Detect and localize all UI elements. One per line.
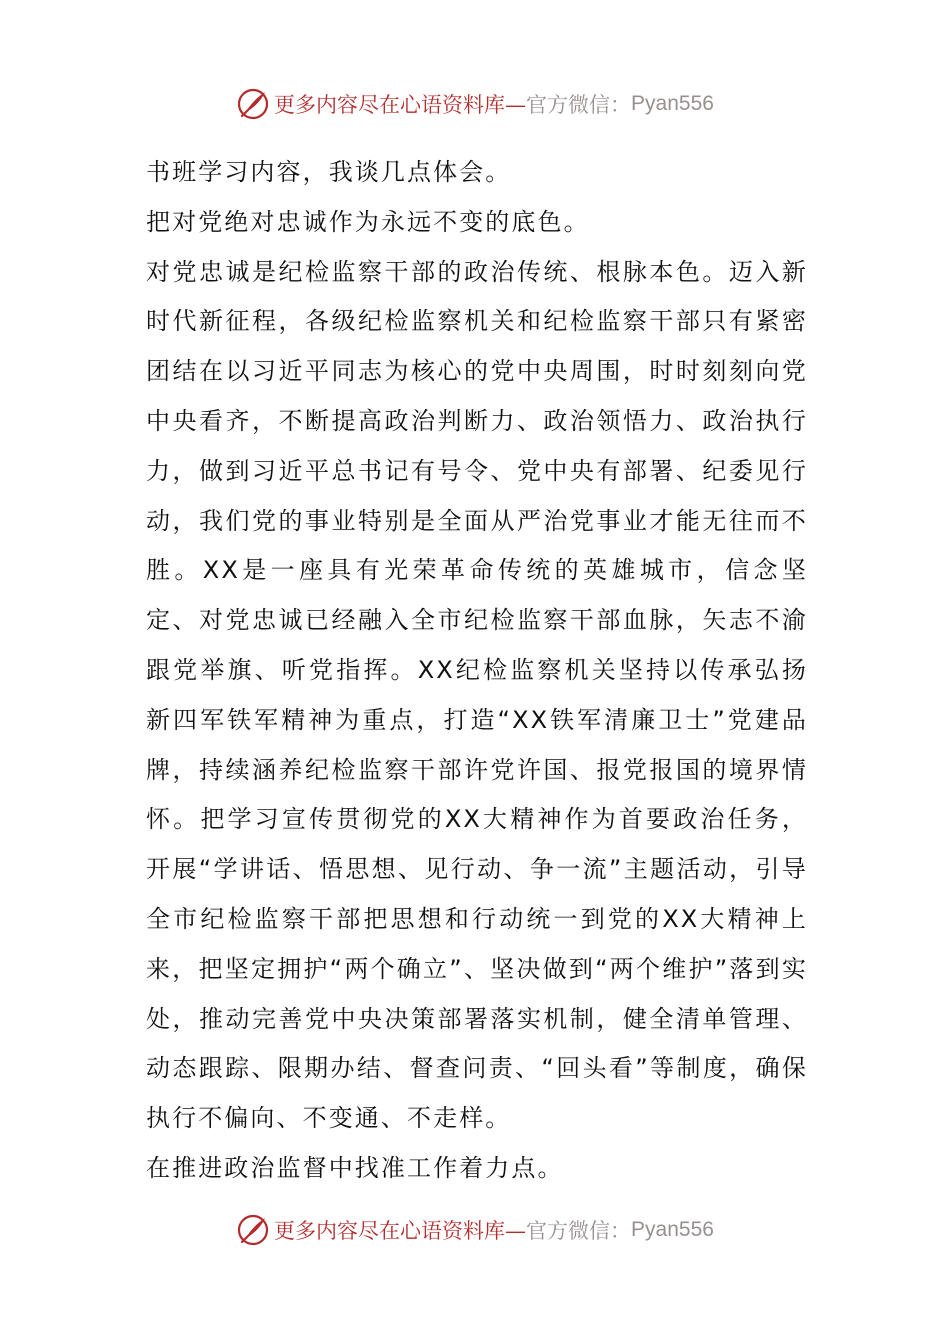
banner-site-text: 更多内容尽在心语资料库— <box>274 93 527 117</box>
banner-wechat-id: Pyan556 <box>631 1218 714 1241</box>
paragraph-heading-supervision: 在推进政治监督中找准工作着力点。 <box>146 1153 564 1182</box>
document-body <box>146 148 808 1194</box>
banner-wechat-id: Pyan556 <box>631 92 714 115</box>
header-banner <box>0 84 950 124</box>
banner-site-text: 更多内容尽在心语资料库— <box>274 1219 527 1243</box>
paragraph-intro-fragment: 书班学习内容，我谈几点体会。 <box>146 158 512 186</box>
quill-pen-logo-icon <box>236 87 270 121</box>
paragraph-heading-loyalty: 把对党绝对忠诚作为永远不变的底色。 <box>146 207 590 236</box>
footer-banner <box>0 1210 950 1250</box>
banner-wechat-label: 官方微信： <box>526 93 632 117</box>
paragraph-body-loyalty: 对党忠诚是纪检监察干部的政治传统、根脉本色。迈入新时代新征程，各级纪检监察机关和纪检监察干部只有紧密团结在以习近平同志为核心的党中央周围，时时刻刻向党中央看齐，不断提高政治判断力、政治领悟力、政治执行力，做到习近平总书记有号令、党中央有部署、纪委见行动，我们党的事业特别是全面从严治党事业才能无往而不胜。XX是一座具有光荣革命传统的英雄城市，信念坚定、对党忠诚已经融入全市纪检监察干部血脉，矢志不渝跟党举旗、听党指挥。XX纪检监察机关坚持以传承弘扬新四军铁军精神为重点，打造“XX铁军清廉卫士”党建品牌，持续涵养纪检监察干部许党许国、报党报国的境界情怀。把学习宣传贯彻党的XX大精神作为首要政治任务，开展“学讲话、悟思想、见行动、争一流”主题活动，引导全市纪检监察干部把思想和行动统一到党的XX大精神上来，把坚定拥护“两个确立”、坚决做到“两个维护”落到实处，推动完善党中央决策部署落实机制，健全清单管理、动态跟踪、限期办结、督查问责、“回头看”等制度，确保执行不偏向、不变通、不走样。 <box>146 257 808 1133</box>
quill-pen-logo-icon <box>236 1213 270 1247</box>
banner-wechat-label: 官方微信： <box>526 1219 632 1243</box>
